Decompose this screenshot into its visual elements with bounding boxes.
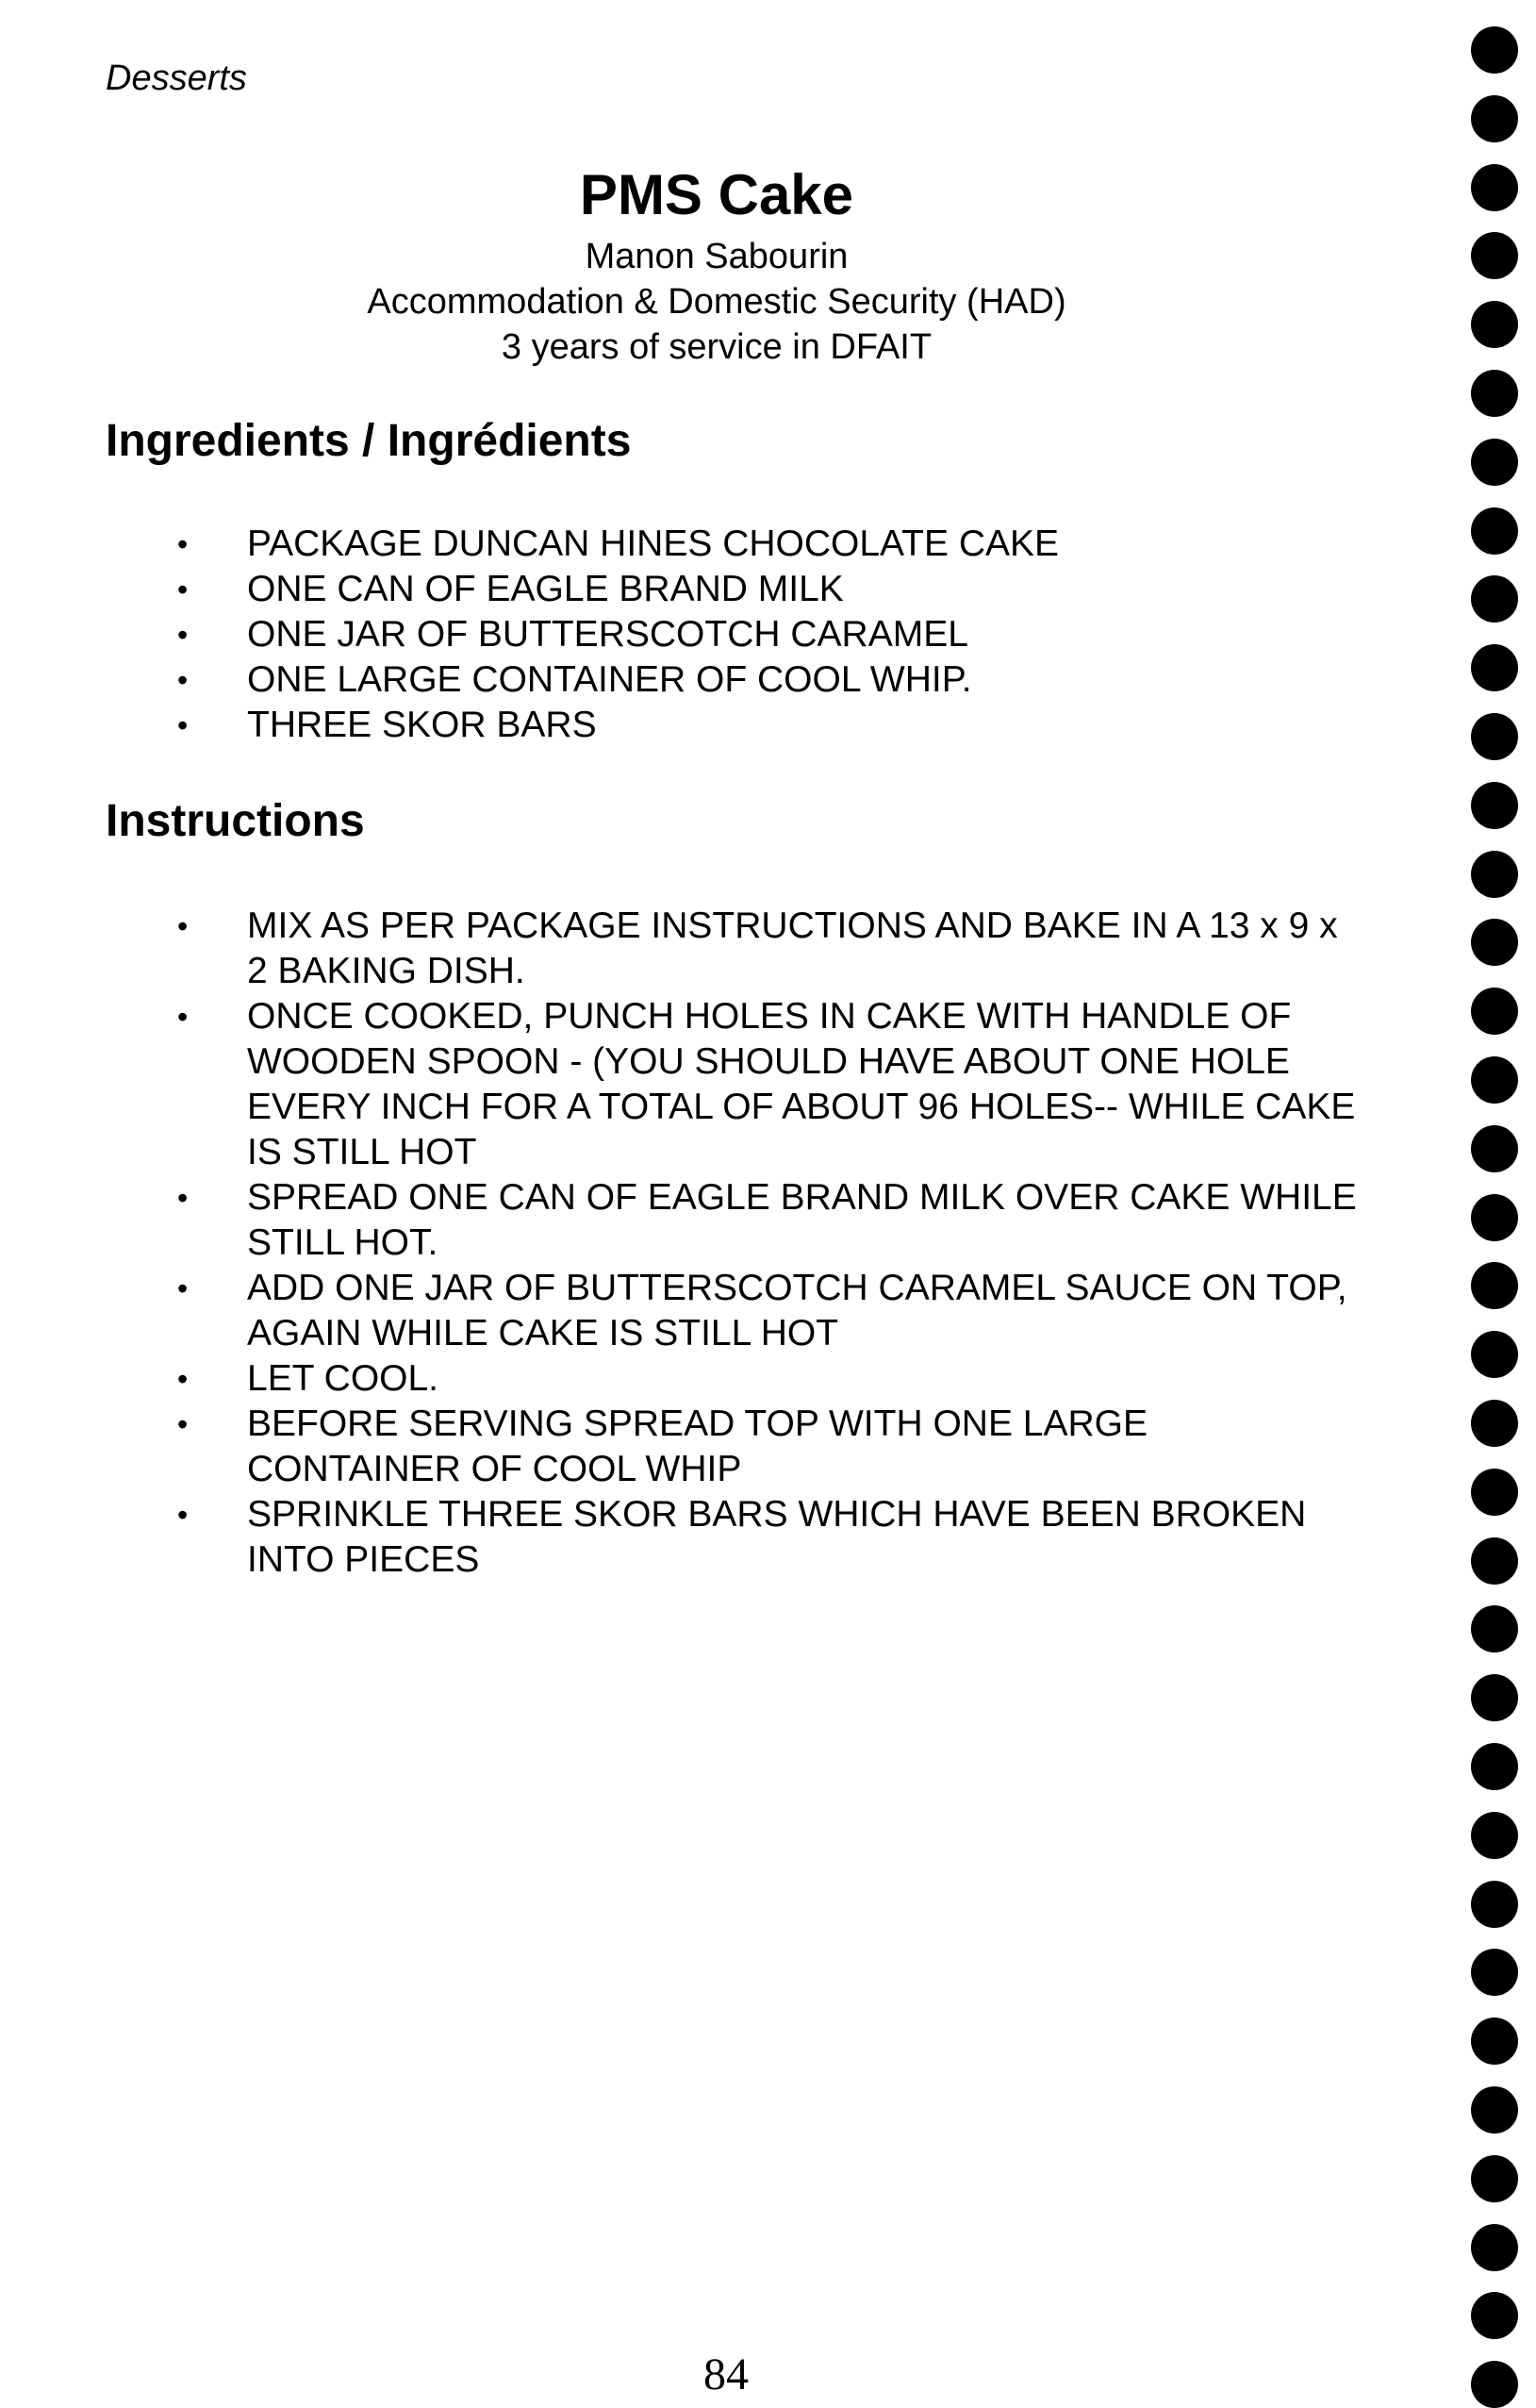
binding-hole-icon [1471,1400,1518,1447]
ingredient-text: PACKAGE DUNCAN HINES CHOCOLATE CAKE [247,523,1060,564]
ingredients-list [170,522,1358,748]
binding-hole-icon [1471,232,1518,279]
binding-hole-icon [1471,782,1518,829]
ingredient-item [170,567,1358,612]
binding-hole-icon [1471,1605,1518,1652]
binding-holes [1471,0,1528,2405]
instruction-step [170,904,1358,994]
ingredient-text: ONE LARGE CONTAINER OF COOL WHIP. [247,659,972,700]
binding-hole-icon [1471,1674,1518,1721]
binding-hole-icon [1471,2086,1518,2134]
binding-hole-icon [1471,2018,1518,2065]
bullet-icon: • [177,1000,189,1034]
instruction-step [170,1266,1358,1356]
binding-hole-icon [1471,439,1518,486]
binding-hole-icon [1471,507,1518,555]
instruction-step [170,1492,1358,1583]
binding-hole-icon [1471,1743,1518,1790]
binding-hole-icon [1471,2155,1518,2202]
ingredient-item [170,703,1358,748]
instructions-heading: Instructions [106,796,365,846]
ingredients-heading: Ingredients / Ingrédients [106,416,632,466]
ingredient-text: THREE SKOR BARS [247,705,597,745]
ingredient-item [170,657,1358,703]
binding-hole-icon [1471,1537,1518,1585]
recipe-service: 3 years of service in DFAIT [501,327,933,367]
ingredient-item [170,522,1358,567]
binding-hole-icon [1471,851,1518,898]
recipe-title-block [141,162,1292,370]
binding-hole-icon [1471,301,1518,348]
binding-hole-icon [1471,1125,1518,1172]
binding-hole-icon [1471,2292,1518,2339]
bullet-icon: • [177,909,189,943]
ingredient-text: ONE CAN OF EAGLE BRAND MILK [247,569,844,609]
binding-hole-icon [1471,1881,1518,1928]
instruction-text: LET COOL. [247,1358,439,1399]
binding-hole-icon [1471,919,1518,966]
bullet-icon: • [177,1271,189,1305]
binding-hole-icon [1471,988,1518,1035]
instruction-step [170,1402,1358,1492]
instruction-step [170,1175,1358,1266]
binding-hole-icon [1471,1056,1518,1104]
binding-hole-icon [1471,1194,1518,1241]
bullet-icon: • [177,663,189,697]
binding-hole-icon [1471,575,1518,623]
binding-hole-icon [1471,164,1518,211]
bullet-icon: • [177,1181,189,1215]
recipe-author: Manon Sabourin [585,237,849,276]
section-label: Desserts [106,58,247,98]
binding-hole-icon [1471,370,1518,417]
instruction-text: ONCE COOKED, PUNCH HOLES IN CAKE WITH HANDLE OF WOODEN SPOON - (YOU SHOULD HAVE ABOUT ONE HOLE EVERY INCH FOR A TOTAL OF ABOUT 96 HOLES-- WHILE CAKE IS STILL HOT [247,996,1356,1172]
bullet-icon: • [177,1362,189,1396]
binding-hole-icon [1471,2361,1518,2408]
binding-hole-icon [1471,644,1518,691]
bullet-icon: • [177,1407,189,1441]
bullet-icon: • [177,527,189,561]
instruction-step [170,994,1358,1175]
binding-hole-icon [1471,95,1518,142]
binding-hole-icon [1471,1262,1518,1309]
instruction-text: MIX AS PER PACKAGE INSTRUCTIONS AND BAKE IN A 13 x 9 x 2 BAKING DISH. [247,905,1338,991]
bullet-icon: • [177,708,189,742]
binding-hole-icon [1471,1949,1518,1996]
binding-hole-icon [1471,2224,1518,2271]
instruction-text: ADD ONE JAR OF BUTTERSCOTCH CARAMEL SAUCE ON TOP, AGAIN WHILE CAKE IS STILL HOT [247,1268,1347,1353]
binding-hole-icon [1471,1469,1518,1516]
instruction-text: BEFORE SERVING SPREAD TOP WITH ONE LARGE CONTAINER OF COOL WHIP [247,1403,1148,1489]
binding-hole-icon [1471,26,1518,74]
ingredient-text: ONE JAR OF BUTTERSCOTCH CARAMEL [247,614,968,655]
instruction-text: SPREAD ONE CAN OF EAGLE BRAND MILK OVER CAKE WHILE STILL HOT. [247,1177,1357,1263]
recipe-department: Accommodation & Domestic Security (HAD) [367,282,1066,322]
instruction-text: SPRINKLE THREE SKOR BARS WHICH HAVE BEEN BROKEN INTO PIECES [247,1494,1307,1580]
bullet-icon: • [177,618,189,652]
ingredient-item [170,612,1358,657]
binding-hole-icon [1471,1812,1518,1859]
instruction-step [170,1356,1358,1402]
bullet-icon: • [177,1498,189,1532]
binding-hole-icon [1471,713,1518,760]
binding-hole-icon [1471,1331,1518,1378]
instructions-list [170,904,1358,1583]
page-number: 84 [703,2350,749,2400]
bullet-icon: • [177,573,189,606]
recipe-title: PMS Cake [579,163,854,226]
